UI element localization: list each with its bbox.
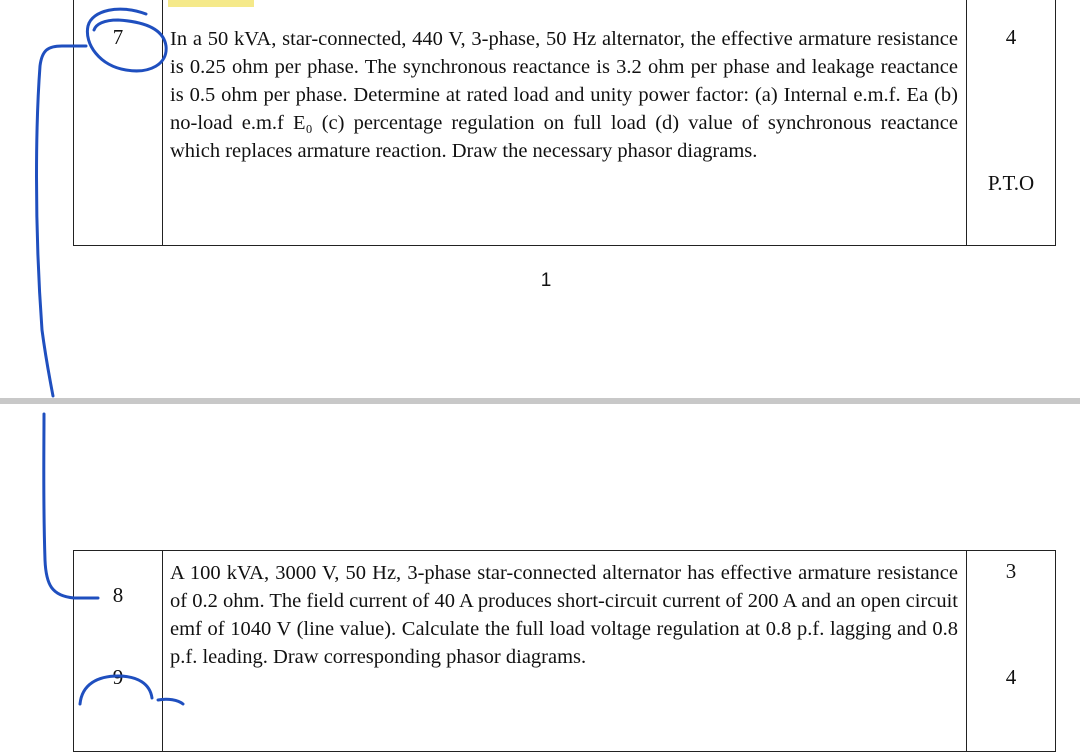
- question-number-cell: [74, 0, 163, 246]
- table-row: [74, 551, 1056, 752]
- page-number: 1: [540, 270, 552, 291]
- document-page-bottom: [0, 404, 1080, 706]
- question-marks: 4: [1005, 25, 1017, 49]
- pto-label: P.T.O: [987, 171, 1035, 195]
- question-number: 8: [112, 583, 124, 607]
- question-number: 7: [112, 25, 124, 49]
- question-marks: 4: [1005, 665, 1017, 689]
- marks-cell: [967, 551, 1056, 752]
- question-number-cell: [74, 551, 163, 752]
- question-table-bottom: [73, 550, 1056, 752]
- question-text: A 100 kVA, 3000 V, 50 Hz, 3-phase star-connected alternator has effective armature resistance of 0.2 ohm. The field current of 40 A produces short-circuit current of 200 A and an open circuit emf of 1040 V (line value). Calculate the full load voltage regulation at 0.8 p.f. lagging and 0.8 p.f. leading. Draw corresponding phasor diagrams.: [170, 562, 958, 668]
- question-text-cell: [163, 0, 967, 246]
- question-marks: 3: [1005, 559, 1017, 583]
- marks-cell: [967, 0, 1056, 246]
- table-row: [74, 0, 1056, 246]
- question-number: 9: [112, 665, 124, 689]
- question-table-top: [73, 0, 1056, 246]
- question-text-cell: [163, 551, 967, 752]
- question-text: In a 50 kVA, star-connected, 440 V, 3-phase, 50 Hz alternator, the effective armature resistance is 0.25 ohm per phase. The synchronous reactance is 3.2 ohm per phase and leakage reactance is 0.5 ohm per phase. Determine at rated load and unity power factor: (a) Internal e.m.f. Ea (b) no-load e.m.f E₀ (c) percentage regulation on full load (d) value of synchronous reactance which replaces armature reaction. Draw the necessary phasor diagrams.: [170, 28, 958, 162]
